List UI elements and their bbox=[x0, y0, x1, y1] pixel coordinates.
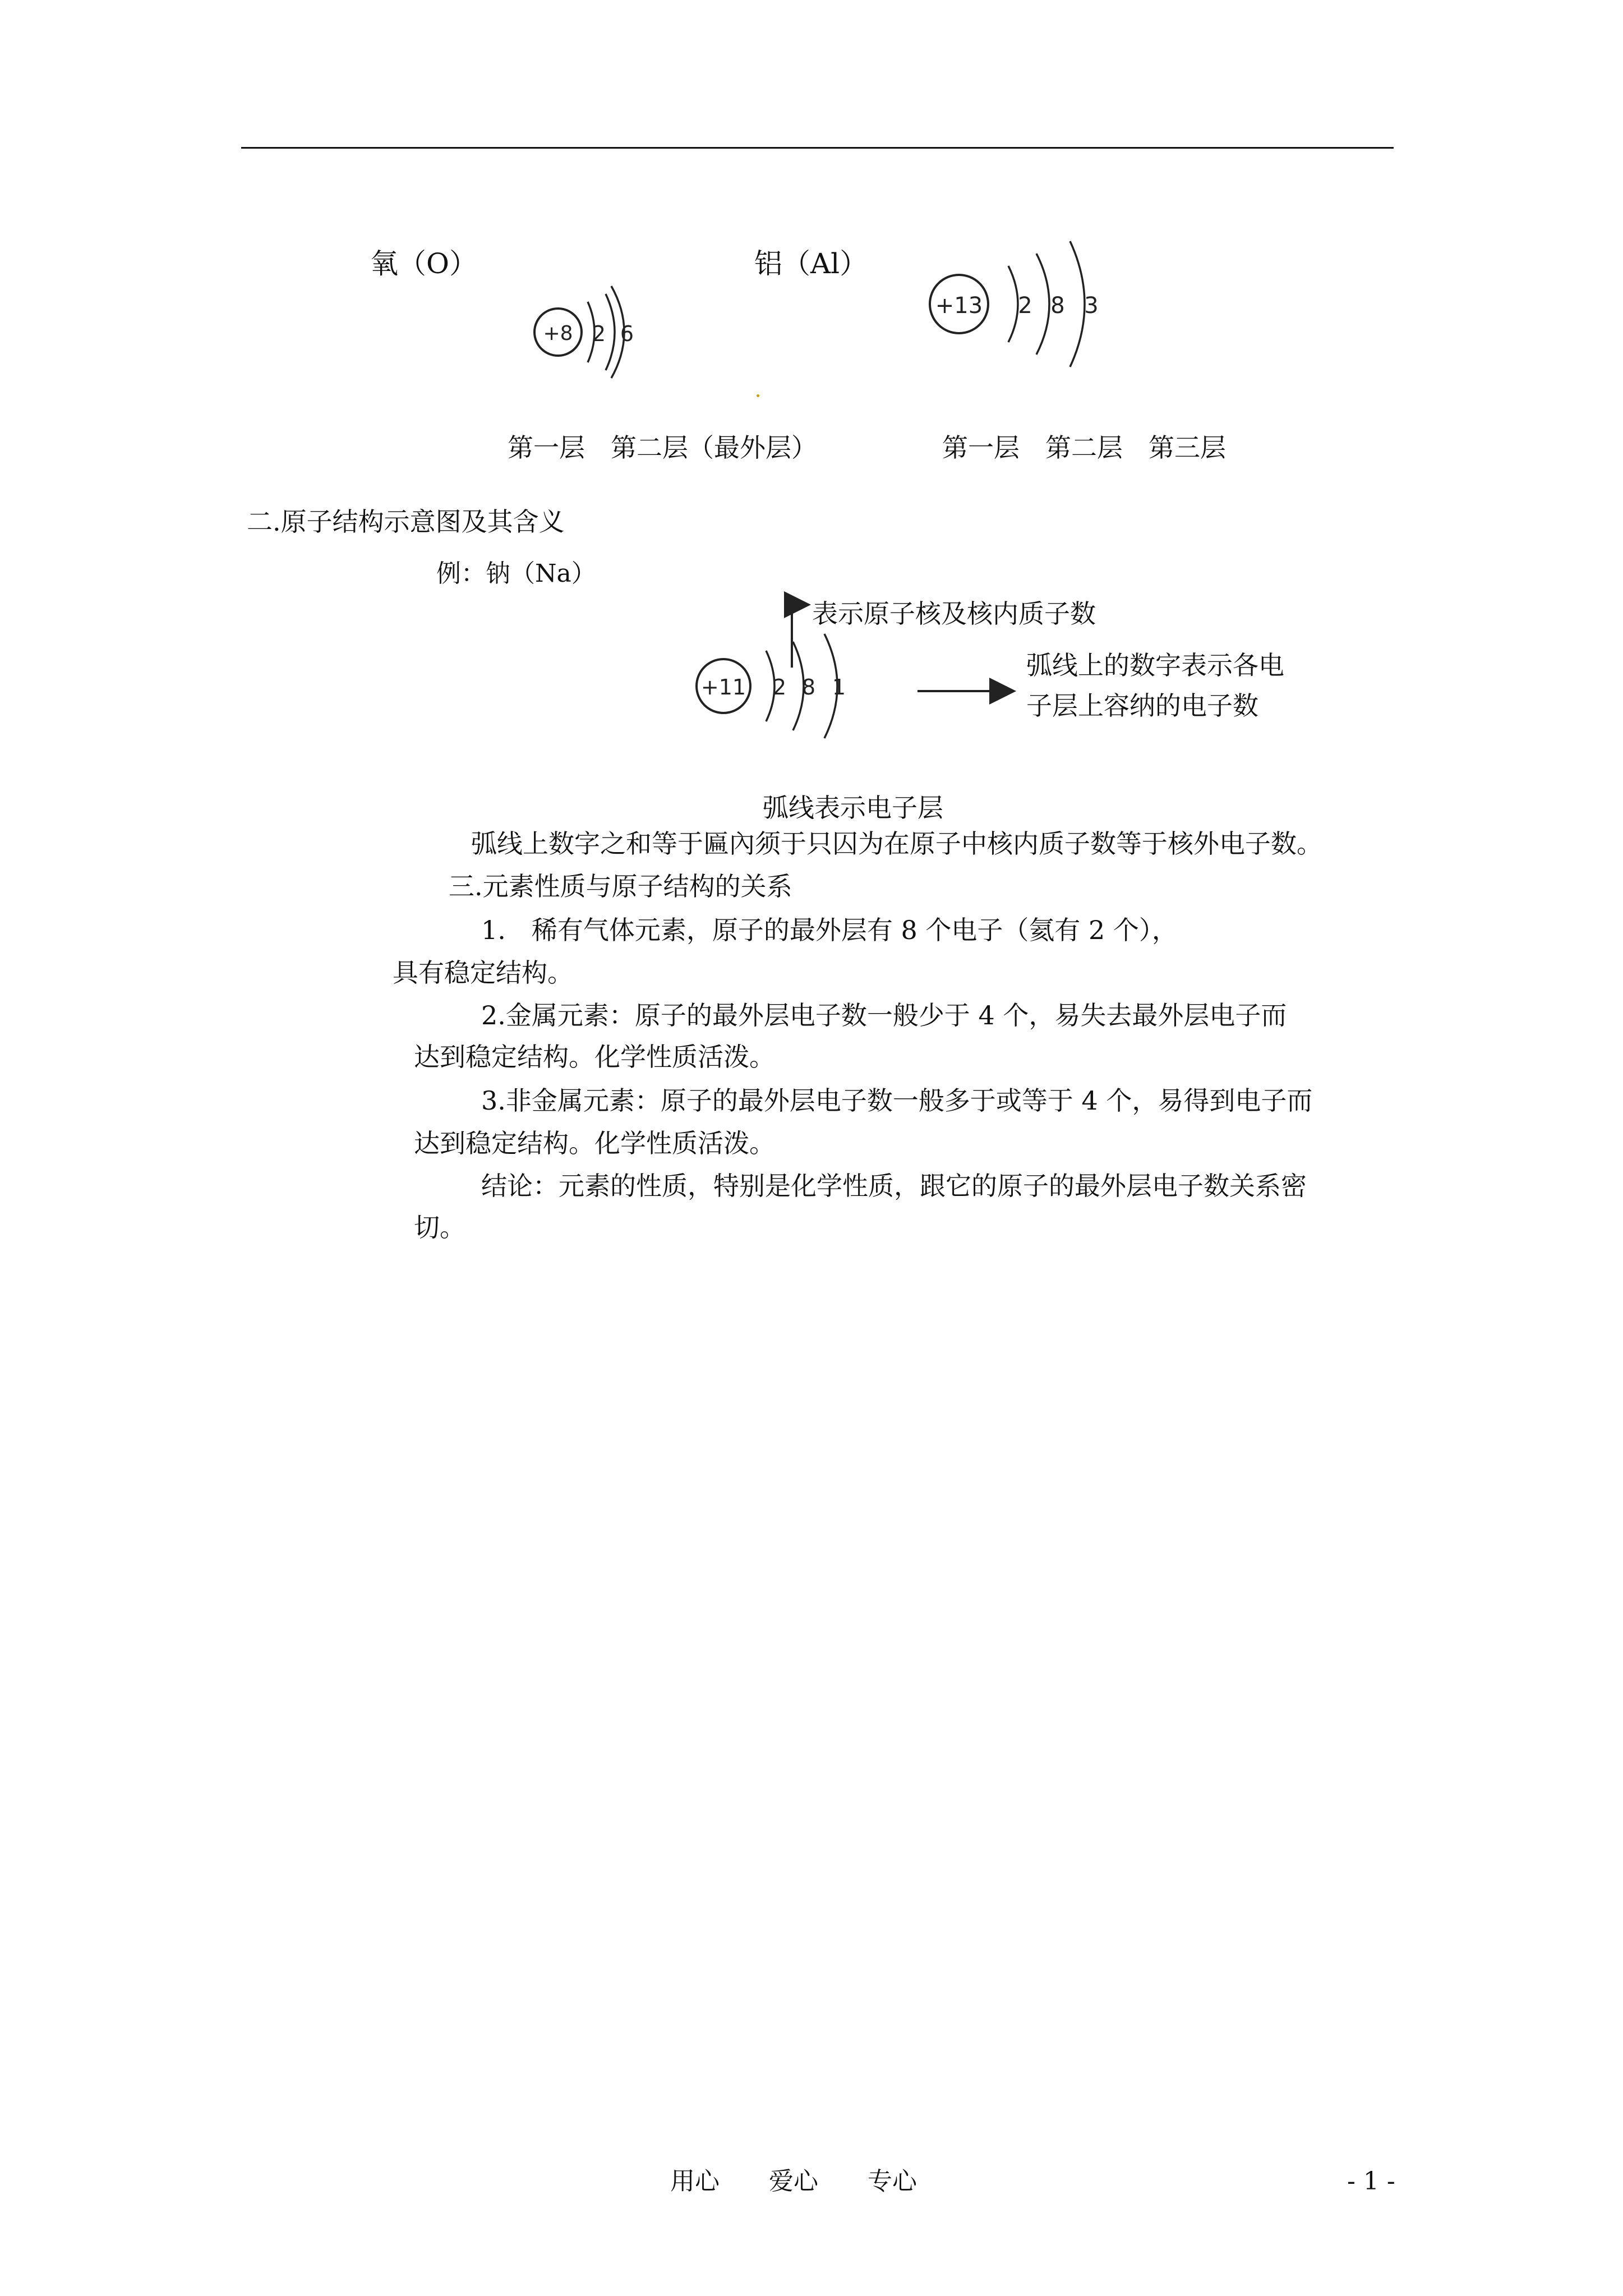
item1-line2: 具有稳定结构。 bbox=[393, 958, 573, 988]
item2-line2: 达到稳定结构。化学性质活泼。 bbox=[414, 1042, 775, 1072]
sodium-shell-2-count: 8 bbox=[801, 675, 816, 700]
sodium-example-label: 例：钠（Na） bbox=[436, 559, 596, 588]
item1-line1: 1. 稀有气体元素，原子的最外层有 8 个电子（氦有 2 个）， bbox=[481, 915, 1178, 945]
section2-heading: 二.原子结构示意图及其含义 bbox=[247, 507, 565, 537]
oxygen-shell-arc-2 bbox=[606, 294, 615, 370]
conclusion-line2: 切。 bbox=[414, 1212, 465, 1243]
aluminum-layer-caption: 第一层 第二层 第三层 bbox=[942, 432, 1226, 463]
section3-heading: 三.元素性质与原子结构的关系 bbox=[449, 871, 792, 901]
item3-line1: 3.非金属元素：原子的最外层电子数一般多于或等于 4 个，易得到电子而 bbox=[481, 1085, 1313, 1116]
oxygen-shell-2-count: 6 bbox=[620, 321, 634, 346]
item2-line1: 2.金属元素：原子的最外层电子数一般少于 4 个，易失去最外层电子而 bbox=[481, 1000, 1287, 1030]
aluminum-shell-1-count: 2 bbox=[1018, 293, 1032, 319]
aluminum-label: 铝（Al） bbox=[754, 247, 868, 280]
nucleus-annotation: 表示原子核及核内质子数 bbox=[812, 599, 1096, 629]
oxygen-shell-1-count: 2 bbox=[592, 321, 606, 346]
aluminum-shell-2-count: 8 bbox=[1050, 293, 1065, 319]
aluminum-shell-arc-2 bbox=[1036, 254, 1049, 355]
aluminum-nucleus-charge: +13 bbox=[935, 293, 983, 319]
arcs-annotation: 弧线表示电子层 bbox=[763, 793, 943, 823]
aluminum-shell-arc-3 bbox=[1070, 241, 1085, 367]
sum-note: 弧线上数字之和等于匾內须于只囚为在原子中核内质子数等于核外电子数。 bbox=[471, 829, 1322, 859]
aluminum-shell-3-count: 3 bbox=[1084, 293, 1099, 319]
page-number: - 1 - bbox=[1347, 2167, 1395, 2196]
oxygen-layer-caption: 第一层 第二层（最外层） bbox=[508, 432, 817, 463]
sodium-shell-3-count: 1 bbox=[832, 675, 846, 700]
numbers-annotation-line2: 子层上容纳的电子数 bbox=[1026, 691, 1258, 721]
aluminum-shell-arc-1 bbox=[1008, 266, 1018, 342]
oxygen-label: 氧（O） bbox=[370, 247, 477, 280]
header-rule bbox=[241, 147, 1394, 149]
sodium-shell-1-count: 2 bbox=[772, 675, 787, 700]
footer-motto: 用心 爱心 专心 bbox=[670, 2167, 917, 2196]
conclusion-line1: 结论：元素的性质，特别是化学性质，跟它的原子的最外层电子数关系密 bbox=[481, 1171, 1307, 1201]
oxygen-atom-diagram bbox=[527, 292, 656, 387]
oxygen-nucleus-charge: +8 bbox=[543, 322, 573, 345]
sodium-nucleus-charge: +11 bbox=[700, 675, 746, 700]
aluminum-atom-diagram bbox=[925, 241, 1110, 365]
numbers-annotation-line1: 弧线上的数字表示各电 bbox=[1026, 650, 1284, 680]
stray-dot bbox=[757, 394, 759, 397]
item3-line2: 达到稳定结构。化学性质活泼。 bbox=[414, 1128, 775, 1158]
